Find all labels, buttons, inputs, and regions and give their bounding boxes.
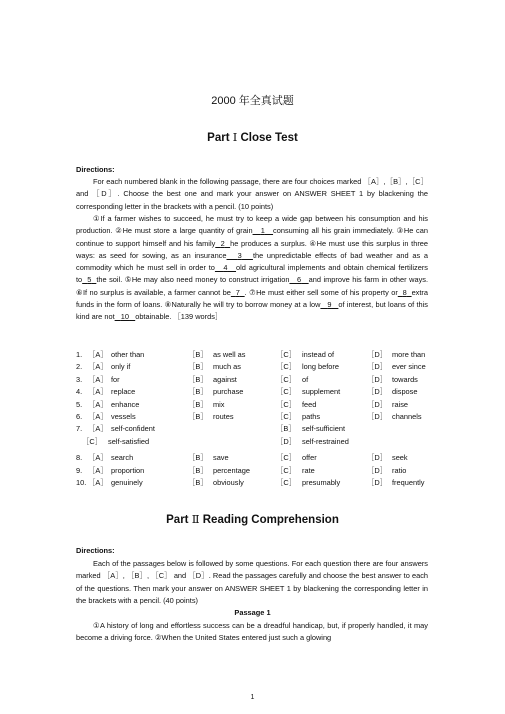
blank-5: 5 <box>87 275 92 285</box>
part2-numeral: Ⅱ <box>191 512 200 526</box>
part2-prefix: Part <box>166 514 189 526</box>
option-row-7b: ［C］ self-satisfied ［D］ self-restrained <box>82 436 349 446</box>
blank-4: 4 <box>223 263 228 273</box>
blank-7: 7 <box>235 287 240 297</box>
blank-1: 1 <box>260 226 265 236</box>
option-row: 8. ［A］ search ［B］ save ［C］ offer ［D］ seek <box>76 453 408 463</box>
option-row: 3. ［A］ for ［B］ against ［C］ of ［D］ towards <box>76 374 418 384</box>
part1-directions-label: Directions: <box>76 165 115 174</box>
option-row: 5. ［A］ enhance ［B］ mix ［C］ feed ［D］ raise <box>76 399 409 409</box>
option-row: 1. ［A］ other than ［B］ as well as ［C］ instead of ［D］ more than <box>76 350 426 359</box>
part2-directions-text: Each of the passages below is followed by some questions. For each question there are four answers marked ［A］, ［B］, ［C］ and ［D］. Read the passages carefully and choose the best answer to each of the questions. Then mark your answer on ANSWER SHEET 1 by blackening the corresponding letter in the brackets with a pencil. (40 points) <box>76 559 428 605</box>
passage-1-title: Passage 1 <box>234 608 271 617</box>
part1-prefix: Part <box>207 132 230 144</box>
blank-2: 2 <box>220 238 225 248</box>
cloze-options <box>76 349 436 489</box>
part2-heading <box>0 512 505 527</box>
page-number: 1 <box>250 694 255 701</box>
passage-1-text: ①A history of long and effortless success can be a dreadful handicap, but, if properly handled, it may become a driving force. ②When the United States entered just such a glowing <box>76 621 428 643</box>
document-title: 2000 年全真试题 <box>211 95 294 107</box>
blank-8: 8 <box>402 287 407 297</box>
part2-directions-label: Directions: <box>76 546 115 555</box>
blank-3: 3 <box>237 250 242 260</box>
option-row: 4. ［A］ replace ［B］ purchase ［C］ supplement ［D］ dispose <box>76 387 418 397</box>
part1-directions-text: For each numbered blank in the following passage, there are four choices marked ［A］,［B］,［C］ and ［D］. Choose the best one and mark your answer on ANSWER SHEET 1 by blackening the corresponding letter in the brackets with a pencil. (10 points) <box>76 177 428 211</box>
part1-numeral: Ⅰ <box>232 130 238 144</box>
cloze-passage: ①If a farmer wishes to succeed, he must try to keep a wide gap between his consumption and his production. ②He must store a large quantity of grain 1 consuming all his grain immediately. ③He can continue to support himself and his family 2 he produces a surplus. ④He must use this surplus in three ways: as seed for sowing, as an insurance 3 the unpredictable effects of bad weather and as a commodity which he must sell in order to 4 old agricultural implements and obtain chemical fertilizers to 5 the soil. ⑤He may also need money to construct irrigation 6 and improve his farm in other ways. ⑥If no surplus is available, a farmer cannot be 7 . ⑦He must either sell some of his property or 8 extra funds in the form of loans. ⑧Naturally he will try to borrow money at a low 9 of interest, but loans of this kind are not 10 obtainable. ［139 words］ <box>76 214 429 322</box>
part1-heading <box>0 130 505 145</box>
option-row-7: 7. ［A］ self-confident ［B］ self-sufficient <box>76 424 345 434</box>
blank-6: 6 <box>296 275 302 285</box>
option-row: 10. ［A］ genuinely ［B］ obviously ［C］ presumably ［D］ frequently <box>76 477 425 487</box>
blank-10: 10 <box>120 312 130 322</box>
option-row: 2. ［A］ only if ［B］ much as ［C］ long before ［D］ ever since <box>76 362 426 372</box>
blank-9: 9 <box>327 300 332 310</box>
option-row: 6. ［A］ vessels ［B］ routes ［C］ paths ［D］ channels <box>76 411 422 421</box>
part1-title: Close Test <box>240 132 298 144</box>
option-row: 9. ［A］ proportion ［B］ percentage ［C］ rate ［D］ ratio <box>76 465 407 475</box>
part2-title: Reading Comprehension <box>202 514 339 526</box>
